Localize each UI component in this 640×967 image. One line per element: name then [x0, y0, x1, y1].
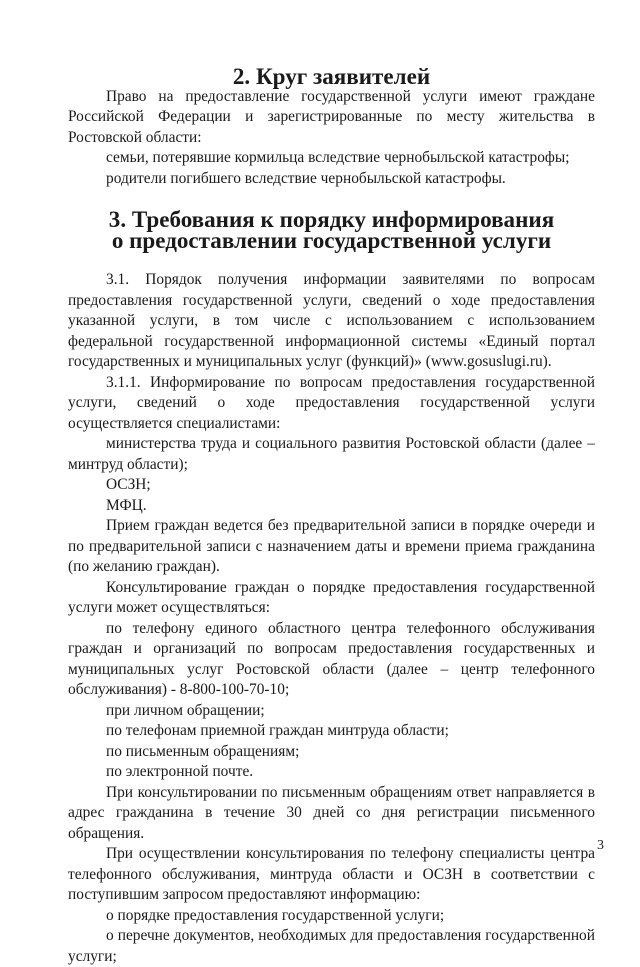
- section-heading-informing: 3. Требования к порядку информирования о предоставлении государственной услуги: [108, 206, 555, 253]
- paragraph: Консультирование граждан о порядке предоставления государственной услуги может осуществляться:: [68, 578, 595, 616]
- paragraph: при личном обращении;: [106, 701, 265, 719]
- page-content: [68, 63, 595, 967]
- paragraph: семьи, потерявшие кормильца вследствие чернобыльской катастрофы;: [106, 149, 570, 166]
- paragraph: Прием граждан ведется без предварительной записи в порядке очереди и по предварительной записи с назначением даты и времени приема гражданина (по желанию граждан).: [68, 517, 595, 575]
- paragraph: При осуществлении консультирования по телефону специалисты центра телефонного обслуживания, минтруда области и ОСЗН в соответствии с поступившим запросом предоставляют информацию:: [68, 845, 595, 903]
- paragraph: ОСЗН;: [106, 476, 151, 493]
- paragraph: родители погибшего вследствие чернобыльской катастрофы.: [106, 169, 506, 187]
- page-number: 3: [597, 838, 604, 853]
- paragraph: МФЦ.: [106, 496, 147, 514]
- paragraph: по электронной почте.: [106, 763, 254, 780]
- paragraph: 3.1.1. Информирование по вопросам предоставления государственной услуги, сведений о ходе предоставления государственной услуги осуществляется специалистами:: [68, 373, 595, 432]
- section-heading-applicants: 2. Круг заявителей: [232, 63, 431, 89]
- paragraph: При консультировании по письменным обращениям ответ направляется в адрес гражданина в течение 30 дней со дня регистрации письменного обращения.: [68, 783, 595, 842]
- paragraph: по телефонам приемной граждан минтруда области;: [106, 722, 449, 739]
- paragraph: о порядке предоставления государственной услуги;: [106, 906, 445, 924]
- paragraph: по письменным обращениям;: [106, 742, 300, 760]
- applicants-body: [68, 87, 595, 190]
- paragraph: 3.1. Порядок получения информации заявителями по вопросам предоставления государственной услуги, сведений о ходе предоставления указанной услуги, в том числе с использованием с использованием федеральной государственной информационной системы «Единый портал государственных и муниципальных услуг (функций)» (www.gosuslugi.ru).: [68, 271, 595, 370]
- paragraph: по телефону единого областного центра телефонного обслуживания граждан и организаций по вопросам предоставления государственных и муниципальных услуг Ростовской области (далее – центр телефонного обслуживания) - 8-800-100-70-10;: [68, 619, 595, 698]
- paragraph: министерства труда и социального развития Ростовской области (далее – минтруд области);: [68, 435, 595, 473]
- paragraph: о перечне документов, необходимых для предоставления государственной услуги;: [68, 927, 595, 965]
- paragraph: Право на предоставление государственной услуги имеют граждане Российской Федерации и зарегистрированные по месту жительства в Ростовской области:: [68, 87, 595, 146]
- informing-body: [68, 270, 595, 967]
